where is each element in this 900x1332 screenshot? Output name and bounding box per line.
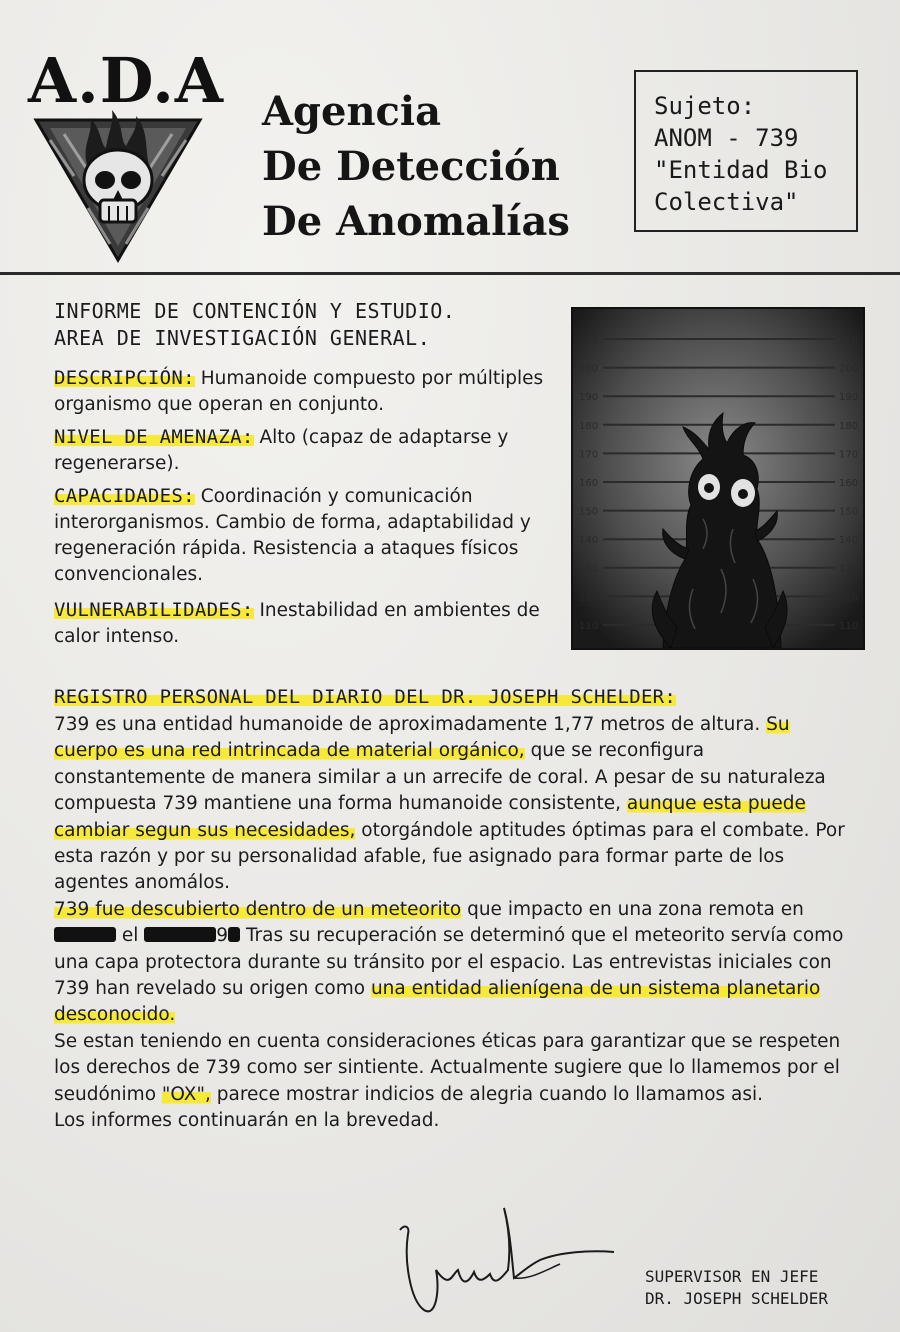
agency-line: De Detección bbox=[262, 143, 560, 190]
field-text: Humanoide compuesto por múltiples organismo que operan en conjunto. bbox=[54, 368, 544, 415]
height-label: 150 bbox=[579, 506, 599, 518]
height-label: 140 bbox=[579, 535, 599, 547]
height-label: 130 bbox=[579, 563, 599, 575]
diary-highlight: Su cuerpo es una red intrincada de material orgánico, bbox=[54, 714, 790, 762]
height-label: 170 bbox=[579, 449, 599, 461]
diary-text: otorgándole aptitudes óptimas para el combate. Por esta razón y por su personalidad afable, fue asignado para formar parte de los agentes anomálos. bbox=[54, 819, 845, 894]
height-label: 170 bbox=[839, 449, 859, 461]
agency-line: Agencia bbox=[262, 88, 442, 135]
redaction-bar bbox=[54, 927, 116, 942]
field-label: DESCRIPCIÓN: bbox=[54, 367, 195, 389]
subject-mugshot bbox=[571, 307, 865, 650]
height-label: 120 bbox=[579, 592, 599, 604]
field-label: CAPACIDADES: bbox=[54, 485, 195, 507]
agency-line: De Anomalías bbox=[262, 198, 570, 245]
height-label: 120 bbox=[839, 592, 859, 604]
field-text: Alto (capaz de adaptarse y regenerarse). bbox=[54, 427, 509, 474]
redaction-bar bbox=[228, 927, 240, 942]
height-label: 180 bbox=[839, 420, 859, 432]
height-label: 190 bbox=[579, 392, 599, 404]
field-description bbox=[54, 365, 554, 418]
height-label: 160 bbox=[579, 478, 599, 489]
subject-line: Colectiva" bbox=[654, 188, 799, 216]
height-label: 110 bbox=[579, 621, 599, 632]
report-title-line: AREA DE INVESTIGACIÓN GENERAL. bbox=[54, 326, 431, 350]
diary-text: Tras su recuperación se determinó que el meteorito servía como una capa protectora durante su tránsito por el espacio. Las entrevistas iniciales con 739 han revelado su origen como bbox=[54, 925, 844, 1000]
height-label: 200 bbox=[579, 363, 599, 375]
diary-paragraph bbox=[54, 897, 854, 1029]
subject-line: "Entidad Bio bbox=[654, 156, 828, 184]
diary-text: el bbox=[116, 925, 145, 947]
supervisor-line: SUPERVISOR EN JEFE bbox=[645, 1267, 819, 1286]
report-title-line: INFORME DE CONTENCIÓN Y ESTUDIO. bbox=[54, 299, 456, 323]
subject-line: Sujeto: bbox=[654, 92, 756, 120]
field-threat-level bbox=[54, 424, 554, 477]
diary-paragraph: Los informes continuarán en la brevedad. bbox=[54, 1110, 440, 1132]
field-text: Coordinación y comunicación interorganismos. Cambio de forma, adaptabilidad y regeneración rápida. Resistencia a ataques físicos convencionales. bbox=[54, 486, 531, 585]
diary-paragraph bbox=[54, 1029, 854, 1108]
field-label: VULNERABILIDADES: bbox=[54, 599, 254, 621]
diary-text: Se estan teniendo en cuenta consideraciones éticas para garantizar que se respeten los derechos de 739 como ser sintiente. Actualmente sugiere que lo llamemos por el seudónimo bbox=[54, 1030, 841, 1105]
diary-title bbox=[54, 686, 676, 708]
diary-text: 739 es una entidad humanoide de aproximadamente 1,77 metros de altura. bbox=[54, 714, 767, 735]
field-label: NIVEL DE AMENAZA: bbox=[54, 426, 254, 448]
subject-line: ANOM - 739 bbox=[654, 124, 799, 152]
height-label: 160 bbox=[839, 478, 859, 489]
diary-highlight: "OX", bbox=[161, 1083, 211, 1105]
height-label: 150 bbox=[839, 506, 859, 518]
diary-text: que se reconfigura constantemente de manera similar a un arrecife de coral. A pesar de su naturaleza compuesta 739 mantiene una forma humanoide consistente, bbox=[54, 740, 826, 815]
signature-icon bbox=[390, 1200, 620, 1320]
diary-body bbox=[54, 712, 854, 1135]
field-capabilities bbox=[54, 483, 554, 588]
diary-paragraph bbox=[54, 712, 854, 897]
height-label: 190 bbox=[839, 392, 859, 404]
diary-title-text: REGISTRO PERSONAL DEL DIARIO DEL DR. JOSEPH SCHELDER: bbox=[54, 686, 677, 708]
height-label: 210 bbox=[839, 335, 859, 346]
redaction-bar bbox=[144, 927, 216, 942]
height-label: 140 bbox=[839, 535, 859, 547]
diary-text: que impacto en una zona remota en bbox=[461, 898, 804, 920]
supervisor-title bbox=[645, 1266, 828, 1310]
agency-name bbox=[262, 84, 570, 249]
subject-box bbox=[634, 70, 858, 232]
header-divider bbox=[0, 272, 900, 275]
mugshot-image bbox=[573, 309, 863, 648]
diary-text: 9 bbox=[216, 925, 229, 947]
height-label: 110 bbox=[839, 621, 859, 632]
diary-text: parece mostrar indicios de alegria cuando lo llamamos asi. bbox=[210, 1083, 764, 1105]
diary-highlight: aunque esta puede cambiar segun sus necesidades, bbox=[54, 793, 806, 841]
height-label: 130 bbox=[839, 563, 859, 575]
logo-text: A.D.A bbox=[28, 44, 224, 117]
supervisor-line: DR. JOSEPH SCHELDER bbox=[645, 1289, 829, 1308]
field-vulnerabilities bbox=[54, 597, 554, 650]
height-label: 180 bbox=[579, 420, 599, 432]
field-text: Inestabilidad en ambientes de calor intenso. bbox=[54, 600, 540, 647]
diary-highlight: 739 fue descubierto dentro de un meteorito bbox=[54, 898, 462, 920]
diary-highlight: una entidad alienígena de un sistema planetario desconocido. bbox=[54, 978, 821, 1026]
height-label: 200 bbox=[839, 363, 859, 375]
height-label: 210 bbox=[579, 335, 599, 346]
report-title bbox=[54, 298, 455, 352]
skull-triangle-logo-icon bbox=[28, 44, 224, 268]
